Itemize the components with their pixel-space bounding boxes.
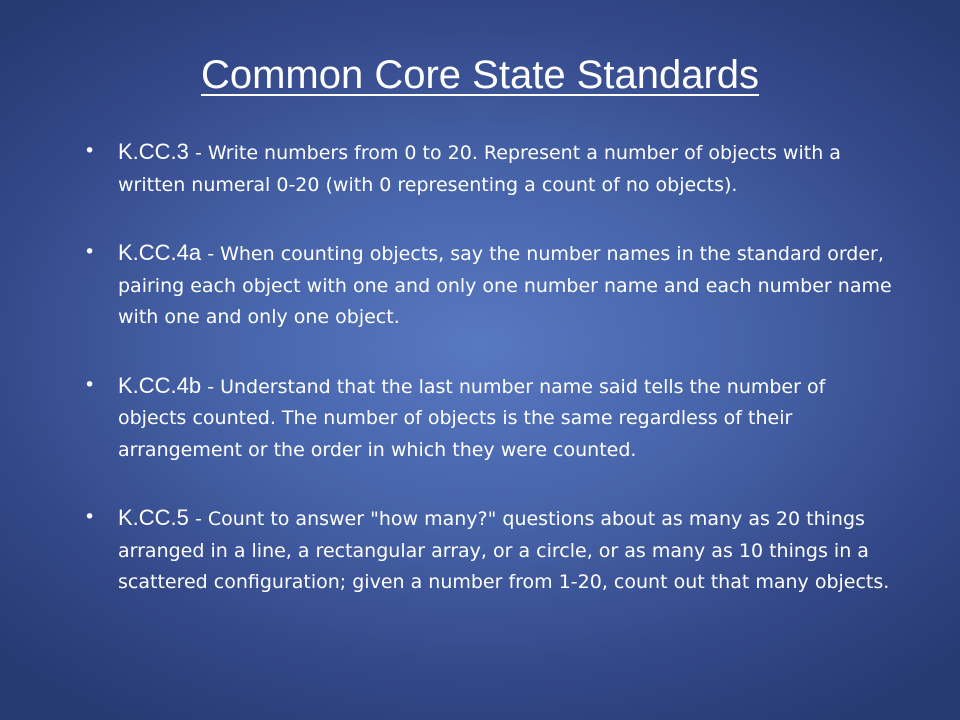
- standard-code: K.CC.3: [118, 139, 189, 164]
- slide-title: Common Core State Standards: [200, 53, 760, 97]
- standard-item-kcc3: [84, 136, 898, 201]
- standard-description: - Count to answer "how many?" questions about as many as 20 things arranged in a line, a rectangular array, or a circle, or as many as 10 things in a scattered configuration; given a number from 1-20, count out that many objects.: [118, 508, 890, 593]
- bullet-icon: •: [84, 140, 96, 162]
- bullet-icon: •: [84, 373, 96, 396]
- bullet-icon: •: [84, 241, 96, 263]
- standard-code: K.CC.4a: [118, 240, 202, 265]
- standard-item-kcc4a: [84, 237, 898, 334]
- standard-description: - Understand that the last number name said tells the number of objects counted. The number of objects is the same regardless of their arrangement or the order in which they were counted.: [118, 375, 826, 461]
- standard-code: K.CC.4b: [118, 372, 202, 398]
- standard-description: - Write numbers from 0 to 20. Represent a number of objects with a written numeral 0-20 (with 0 representing a count of no objects).: [118, 142, 841, 196]
- standard-item-kcc4b: [84, 370, 898, 467]
- bullet-icon: •: [84, 506, 96, 528]
- standards-list: [84, 136, 898, 599]
- standard-code: K.CC.5: [118, 505, 189, 530]
- standard-item-kcc5: [84, 502, 898, 599]
- standard-description: - When counting objects, say the number names in the standard order, pairing each object with one and only one number name and each number name with one and only one object.: [118, 243, 892, 328]
